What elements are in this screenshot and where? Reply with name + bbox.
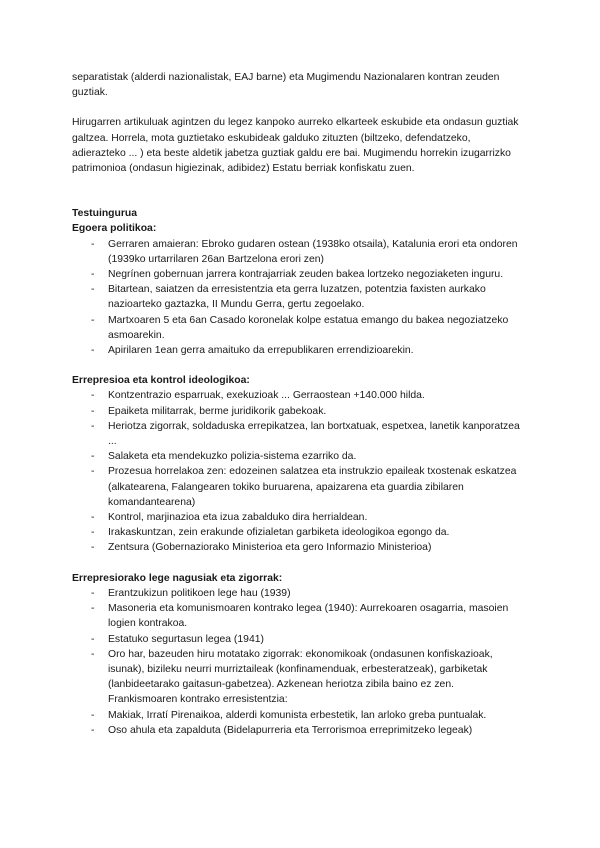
list-item xyxy=(72,540,522,555)
spacer xyxy=(72,556,522,571)
list-item xyxy=(72,525,522,540)
list-item-text: Estatuko segurtasun legea (1941) xyxy=(108,633,264,645)
bullet-dash: - xyxy=(91,238,95,250)
list-item-text: Martxoaren 5 eta 6an Casado koronelak kolpe estatua emango du bakea negoziatzeko asmoarekin. xyxy=(108,314,509,341)
bullet-dash: - xyxy=(91,633,95,645)
list-item xyxy=(72,237,522,267)
bullet-dash: - xyxy=(91,314,95,326)
list-item-text: Negrínen gobernuan jarrera kontrajarriak zeuden bakea lortzeko negoziaketen inguru. xyxy=(108,269,504,281)
intro-paragraph-2: Hirugarren artikuluak agintzen du legez kanpoko aurreko elkarteek eskubide eta ondasun guztiak galtzea. Horrela, mota guztietako eskubideak galduko zituzten (biltzeko, defendatzeko, adierazteko ... ) eta beste aldetik jabetza guztiak galdu ere bai. Mugimendu horrekin izugarrizko patrimonioa (ondasun higiezinak, adibidez) Estatu berriak konfiskatu zuen. xyxy=(72,117,519,175)
bullet-dash: - xyxy=(91,420,95,432)
bullet-dash: - xyxy=(91,724,95,736)
bullet-dash: - xyxy=(91,451,95,463)
list-errepresioa xyxy=(72,388,522,555)
list-item-text: Irakaskuntzan, zein erakunde ofizialetan garbiketa ideologikoa egongo da. xyxy=(108,527,450,539)
bullet-dash: - xyxy=(91,269,95,281)
list-item-text: Erantzukizun politikoen lege hau (1939) xyxy=(108,587,291,599)
section-heading-testuingurua: Testuingurua xyxy=(72,208,138,220)
bullet-dash: - xyxy=(91,284,95,296)
list-item xyxy=(72,647,522,708)
list-item-text: Masoneria eta komunismoaren kontrako legea (1940): Aurrekoaren osagarria, masoien logien kontrakoa. xyxy=(108,603,509,630)
list-item-text: Gerraren amaieran: Ebroko gudaren ostean (1938ko otsaila), Katalunia erori eta ondoren (1939ko urtarrilaren 26an Bartzelona erori zen) xyxy=(108,238,518,265)
bullet-dash: - xyxy=(91,648,95,660)
spacer xyxy=(72,358,522,373)
list-item xyxy=(72,419,522,449)
page-content xyxy=(72,70,522,738)
list-item-text: Oso ahula eta zapalduta (Bidelapurreria eta Terrorismoa erreprimitzeko legeak) xyxy=(108,724,473,736)
bullet-dash: - xyxy=(91,587,95,599)
bullet-dash: - xyxy=(91,603,95,615)
list-item xyxy=(72,601,522,631)
bullet-dash: - xyxy=(91,390,95,402)
section-heading-legeak: Errepresiorako lege nagusiak eta zigorrak: xyxy=(72,572,283,584)
list-item-text: Kontzentrazio esparruak, exekuzioak ... Gerraostean +140.000 hilda. xyxy=(108,390,425,402)
list-item xyxy=(72,313,522,343)
section-heading-errepresioa: Errepresioa eta kontrol ideologikoa: xyxy=(72,375,250,387)
intro-paragraph-1: separatistak (alderdi nazionalistak, EAJ barne) eta Mugimendu Nazionalaren kontran zeuden guztiak. xyxy=(72,72,500,99)
list-item-text: Makiak, Irratí Pirenaikoa, alderdi komunista erbestetik, lan arloko greba puntualak. xyxy=(108,709,487,721)
subheading-egoera-politikoa: Egoera politikoa: xyxy=(72,223,157,235)
list-item xyxy=(72,343,522,358)
list-item-text: Kontrol, marjinazioa eta izua zabalduko dira herrialdean. xyxy=(108,512,368,524)
list-item xyxy=(72,708,522,723)
bullet-dash: - xyxy=(91,345,95,357)
bullet-dash: - xyxy=(91,542,95,554)
list-item-text: Heriotza zigorrak, soldaduska errepikatzea, lan bortxatuak, espetxea, lanetik kanporatzea ... xyxy=(108,420,520,448)
list-item xyxy=(72,632,522,647)
list-item-text: Prozesua horrelakoa zen: edozeinen salatzea eta instrukzio epaileak txostenak eskatzea (alkatearena, Falangearen tokiko buruarena, apaizarena eta guardia zibilaren komandantearena) xyxy=(108,466,517,508)
bullet-dash: - xyxy=(91,405,95,417)
list-egoera-politikoa xyxy=(72,237,522,359)
list-item xyxy=(72,267,522,282)
list-item xyxy=(72,586,522,601)
list-legeak xyxy=(72,586,522,738)
list-item xyxy=(72,449,522,464)
list-item-text: Bitartean, saiatzen da erresistentzia eta gerra luzatzen, potentzia faxisten aurkako nazioarteko gaztazka, II Mundu Gerra, gertu zegoelako. xyxy=(108,284,486,311)
list-item xyxy=(72,723,522,738)
bullet-dash: - xyxy=(91,709,95,721)
list-item-text: Epaiketa militarrak, berme juridikorik gabekoak. xyxy=(108,405,327,417)
list-item xyxy=(72,282,522,312)
list-item xyxy=(72,464,522,510)
list-item xyxy=(72,388,522,403)
list-item-text: Zentsura (Gobernaziorako Ministerioa eta gero Informazio Ministerioa) xyxy=(108,542,432,554)
list-item-text: Salaketa eta mendekuzko polizia-sistema ezarriko da. xyxy=(108,451,357,463)
list-item xyxy=(72,404,522,419)
bullet-dash: - xyxy=(91,512,95,524)
list-item-text: Oro har, bazeuden hiru motatako zigorrak: ekonomikoak (ondasunen konfiskazioak, isunak), bizileku neurri murriztaileak (konfinamenduak, erbesteratzeak), garbiketak (lanbideetarako gaitasun-gabetzea). Azkenean heriotza zibila baino ez zen. Frankismoaren kontrako erresistentzia: xyxy=(108,648,493,706)
bullet-dash: - xyxy=(91,527,95,539)
list-item-text: Apirilaren 1ean gerra amaituko da errepublikaren errendizioarekin. xyxy=(108,345,414,357)
list-item xyxy=(72,510,522,525)
spacer xyxy=(72,191,522,206)
bullet-dash: - xyxy=(91,466,95,478)
